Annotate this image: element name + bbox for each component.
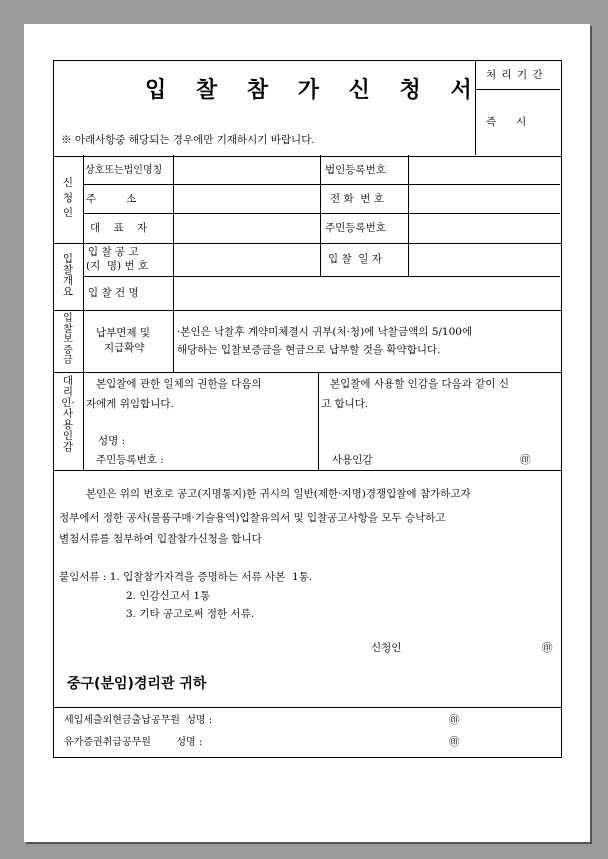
- bid-bond-text-1: ·본인은 낙찰후 계약미체결시 귀부(처·청)에 낙찰금액의 5/100에: [177, 326, 473, 338]
- company-name-label: 상호또는법인명칭: [85, 165, 163, 176]
- corp-reg-label: 법인등록번호: [325, 164, 386, 176]
- delegate-text-2: 자에게 위임합니다.: [86, 398, 174, 410]
- bid-bond-text-2: 해당하는 입찰보증금을 현금으로 납부할 것을 확약합니다.: [177, 344, 441, 356]
- footer-row-1: 세입세출외현금출납공무원 성명 :: [64, 715, 213, 726]
- applicant-seal-mark: ㊞: [542, 642, 553, 654]
- row-divider: [83, 184, 560, 185]
- declaration-line-3: 별첨서류를 첨부하여 입찰참가신청을 합니다: [59, 533, 262, 545]
- seal-mark: ㊞: [520, 454, 531, 466]
- declaration-line-2: 정부에서 정한 공사(물품구매·기술용역)입찰유의서 및 입찰공고사항을 모두 승낙하고: [59, 512, 446, 524]
- bid-date-label: 입 찰 일 자: [328, 253, 382, 265]
- header-period-divider: [475, 89, 560, 90]
- declaration-line-1: 본인은 위의 번호로 공고(지명통지)한 귀시의 일반(제한·지명)경쟁입찰에 참가하고자: [86, 488, 471, 500]
- phone-label: 전 화 번 호: [330, 193, 384, 205]
- col-divider: [173, 155, 174, 243]
- declaration-section: [53, 470, 562, 708]
- notice-no-label-1: 입 찰 공 고: [88, 246, 139, 258]
- resident-reg-label: 주민등록번호: [325, 222, 386, 234]
- col-divider: [173, 310, 174, 372]
- attachment-3: 3. 기타 공고로써 정한 서류.: [126, 608, 255, 620]
- notice-text: ※ 아래사항중 해당되는 경우에만 기재하시기 바랍니다.: [61, 134, 315, 146]
- col-divider: [408, 155, 409, 243]
- agent-resident-label: 주민등록번호 :: [96, 454, 164, 466]
- col-divider: [408, 243, 409, 276]
- processing-period-value: 즉 시: [486, 116, 527, 128]
- attachment-1: 붙임서류 : 1. 입찰참가자격을 증명하는 서류 사본 1통.: [59, 571, 313, 583]
- seal-text-1: 본입찰에 사용할 인감을 다음과 같이 신: [330, 378, 509, 390]
- document-page: [24, 24, 590, 842]
- waiver-label-1: 납부면제 및: [96, 327, 151, 339]
- seal-label: 사용인감: [332, 454, 373, 466]
- delegate-text-1: 본입찰에 관한 일체의 권한을 다음의: [96, 378, 262, 390]
- row-divider: [83, 276, 560, 277]
- seal-text-2: 고 합니다.: [321, 398, 369, 410]
- col-divider: [83, 155, 84, 243]
- bid-item-label: 입 찰 건 명: [88, 287, 139, 299]
- applicant-sign-label: 신청인: [371, 642, 402, 654]
- footer-seal-2: ㊞: [449, 736, 460, 748]
- bid-overview-section-label: 입찰개요: [62, 253, 74, 298]
- row-divider: [83, 213, 560, 214]
- footer-row-2: 유가증권취급공무원 성명 :: [64, 737, 203, 748]
- agent-section-label: 대리인·사용인감: [61, 375, 75, 453]
- address-label: 주 소: [86, 193, 137, 205]
- representative-label: 대 표 자: [90, 222, 148, 234]
- col-divider: [320, 243, 321, 276]
- applicant-section-label: 신청인: [62, 177, 74, 219]
- notice-no-label-2: (지 명) 번 호: [86, 260, 149, 272]
- col-divider: [83, 372, 84, 470]
- waiver-label-2: 지급확약: [104, 342, 145, 354]
- processing-period-label: 처 리 기 간: [486, 69, 544, 81]
- addressee: 중구(분임)경리관 귀하: [67, 676, 207, 692]
- bid-bond-section-label: 입찰보증금: [63, 313, 73, 366]
- form-title: 입 찰 참 가 신 청 서: [145, 78, 483, 103]
- col-divider: [83, 310, 84, 372]
- col-divider: [318, 372, 319, 470]
- header-divider: [475, 60, 476, 155]
- footer-seal-1: ㊞: [449, 714, 460, 726]
- attachment-2: 2. 인감신고서 1통: [126, 590, 211, 602]
- col-divider: [320, 155, 321, 243]
- agent-name-label: 성명 :: [98, 435, 126, 447]
